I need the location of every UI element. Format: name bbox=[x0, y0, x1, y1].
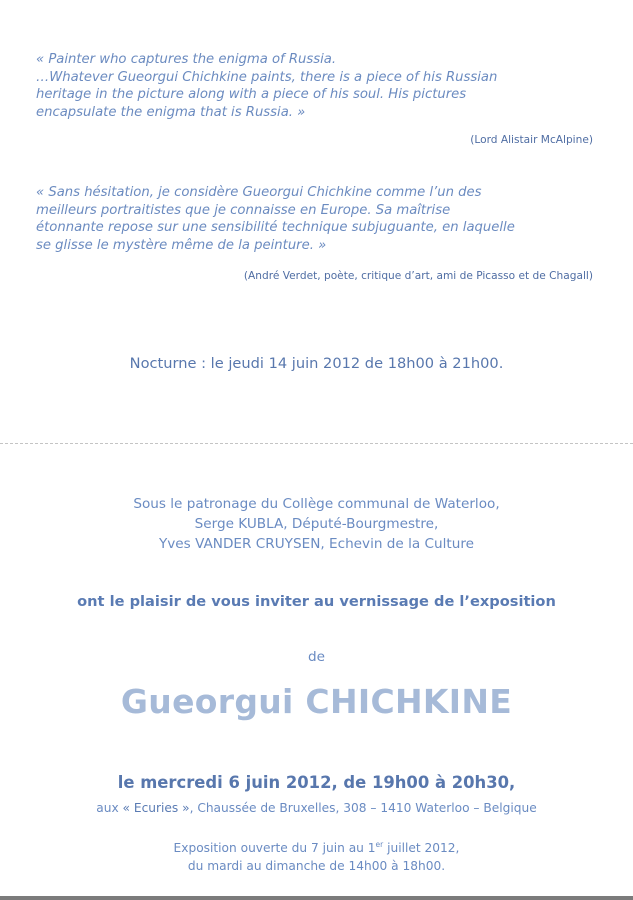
exhibition-hours bbox=[0, 836, 633, 875]
quote-line: « Painter who captures the enigma of Russia. bbox=[36, 52, 337, 67]
venue-prefix: aux bbox=[96, 801, 123, 815]
page-bottom-edge bbox=[0, 896, 633, 900]
quote-line: étonnante repose sur une sensibilité technique subjuguante, en laquelle bbox=[36, 220, 515, 235]
patronage-line: Serge KUBLA, Député-Bourgmestre, bbox=[194, 516, 439, 532]
vernissage-date: le mercredi 6 juin 2012, de 19h00 à 20h30, bbox=[117, 773, 516, 792]
quote-line: …Whatever Gueorgui Chichkine paints, there is a piece of his Russian bbox=[36, 69, 498, 85]
quote-line: se glisse le mystère même de la peinture. » bbox=[36, 237, 327, 253]
hours-line-1-start: Exposition ouverte du 7 juin au 1 bbox=[173, 841, 376, 855]
quote-english-attribution: (Lord Alistair McAlpine) bbox=[470, 134, 593, 146]
hours-line-1 bbox=[0, 836, 633, 858]
hours-line-1-end: juillet 2012, bbox=[383, 841, 460, 855]
quote-line: « Sans hésitation, je considère Gueorgui Chichkine comme l’un des bbox=[36, 185, 482, 200]
quote-line: encapsulate the enigma that is Russia. » bbox=[36, 104, 306, 120]
quote-french bbox=[36, 184, 596, 254]
quote-french-attribution: (André Verdet, poète, critique d’art, ami de Picasso et de Chagall) bbox=[243, 270, 593, 282]
quote-line: heritage in the picture along with a piece of his soul. His pictures bbox=[36, 87, 467, 102]
patronage-block bbox=[0, 494, 633, 554]
patronage-line: Yves VANDER CRUYSEN, Echevin de la Culture bbox=[158, 536, 475, 552]
de-text: de bbox=[308, 649, 325, 665]
invitation-text: ont le plaisir de vous inviter au vernissage de l’exposition bbox=[77, 593, 556, 610]
venue-address: , Chaussée de Bruxelles, 308 – 1410 Waterloo – Belgique bbox=[189, 801, 537, 815]
hours-line-2: du mardi au dimanche de 14h00 à 18h00. bbox=[187, 858, 446, 873]
venue-name: « Ecuries » bbox=[122, 801, 190, 815]
patronage-line: Sous le patronage du Collège communal de Waterloo, bbox=[133, 496, 500, 512]
quote-line: meilleurs portraitistes que je connaisse en Europe. Sa maîtrise bbox=[36, 202, 451, 218]
quote-english bbox=[36, 51, 596, 121]
nocturne-notice: Nocturne : le jeudi 14 juin 2012 de 18h00 à 21h00. bbox=[129, 355, 504, 372]
venue-line bbox=[0, 801, 633, 815]
hours-line-1-sup: er bbox=[375, 840, 384, 849]
artist-name: Gueorgui CHICHKINE bbox=[120, 682, 513, 721]
fold-divider bbox=[0, 443, 633, 444]
